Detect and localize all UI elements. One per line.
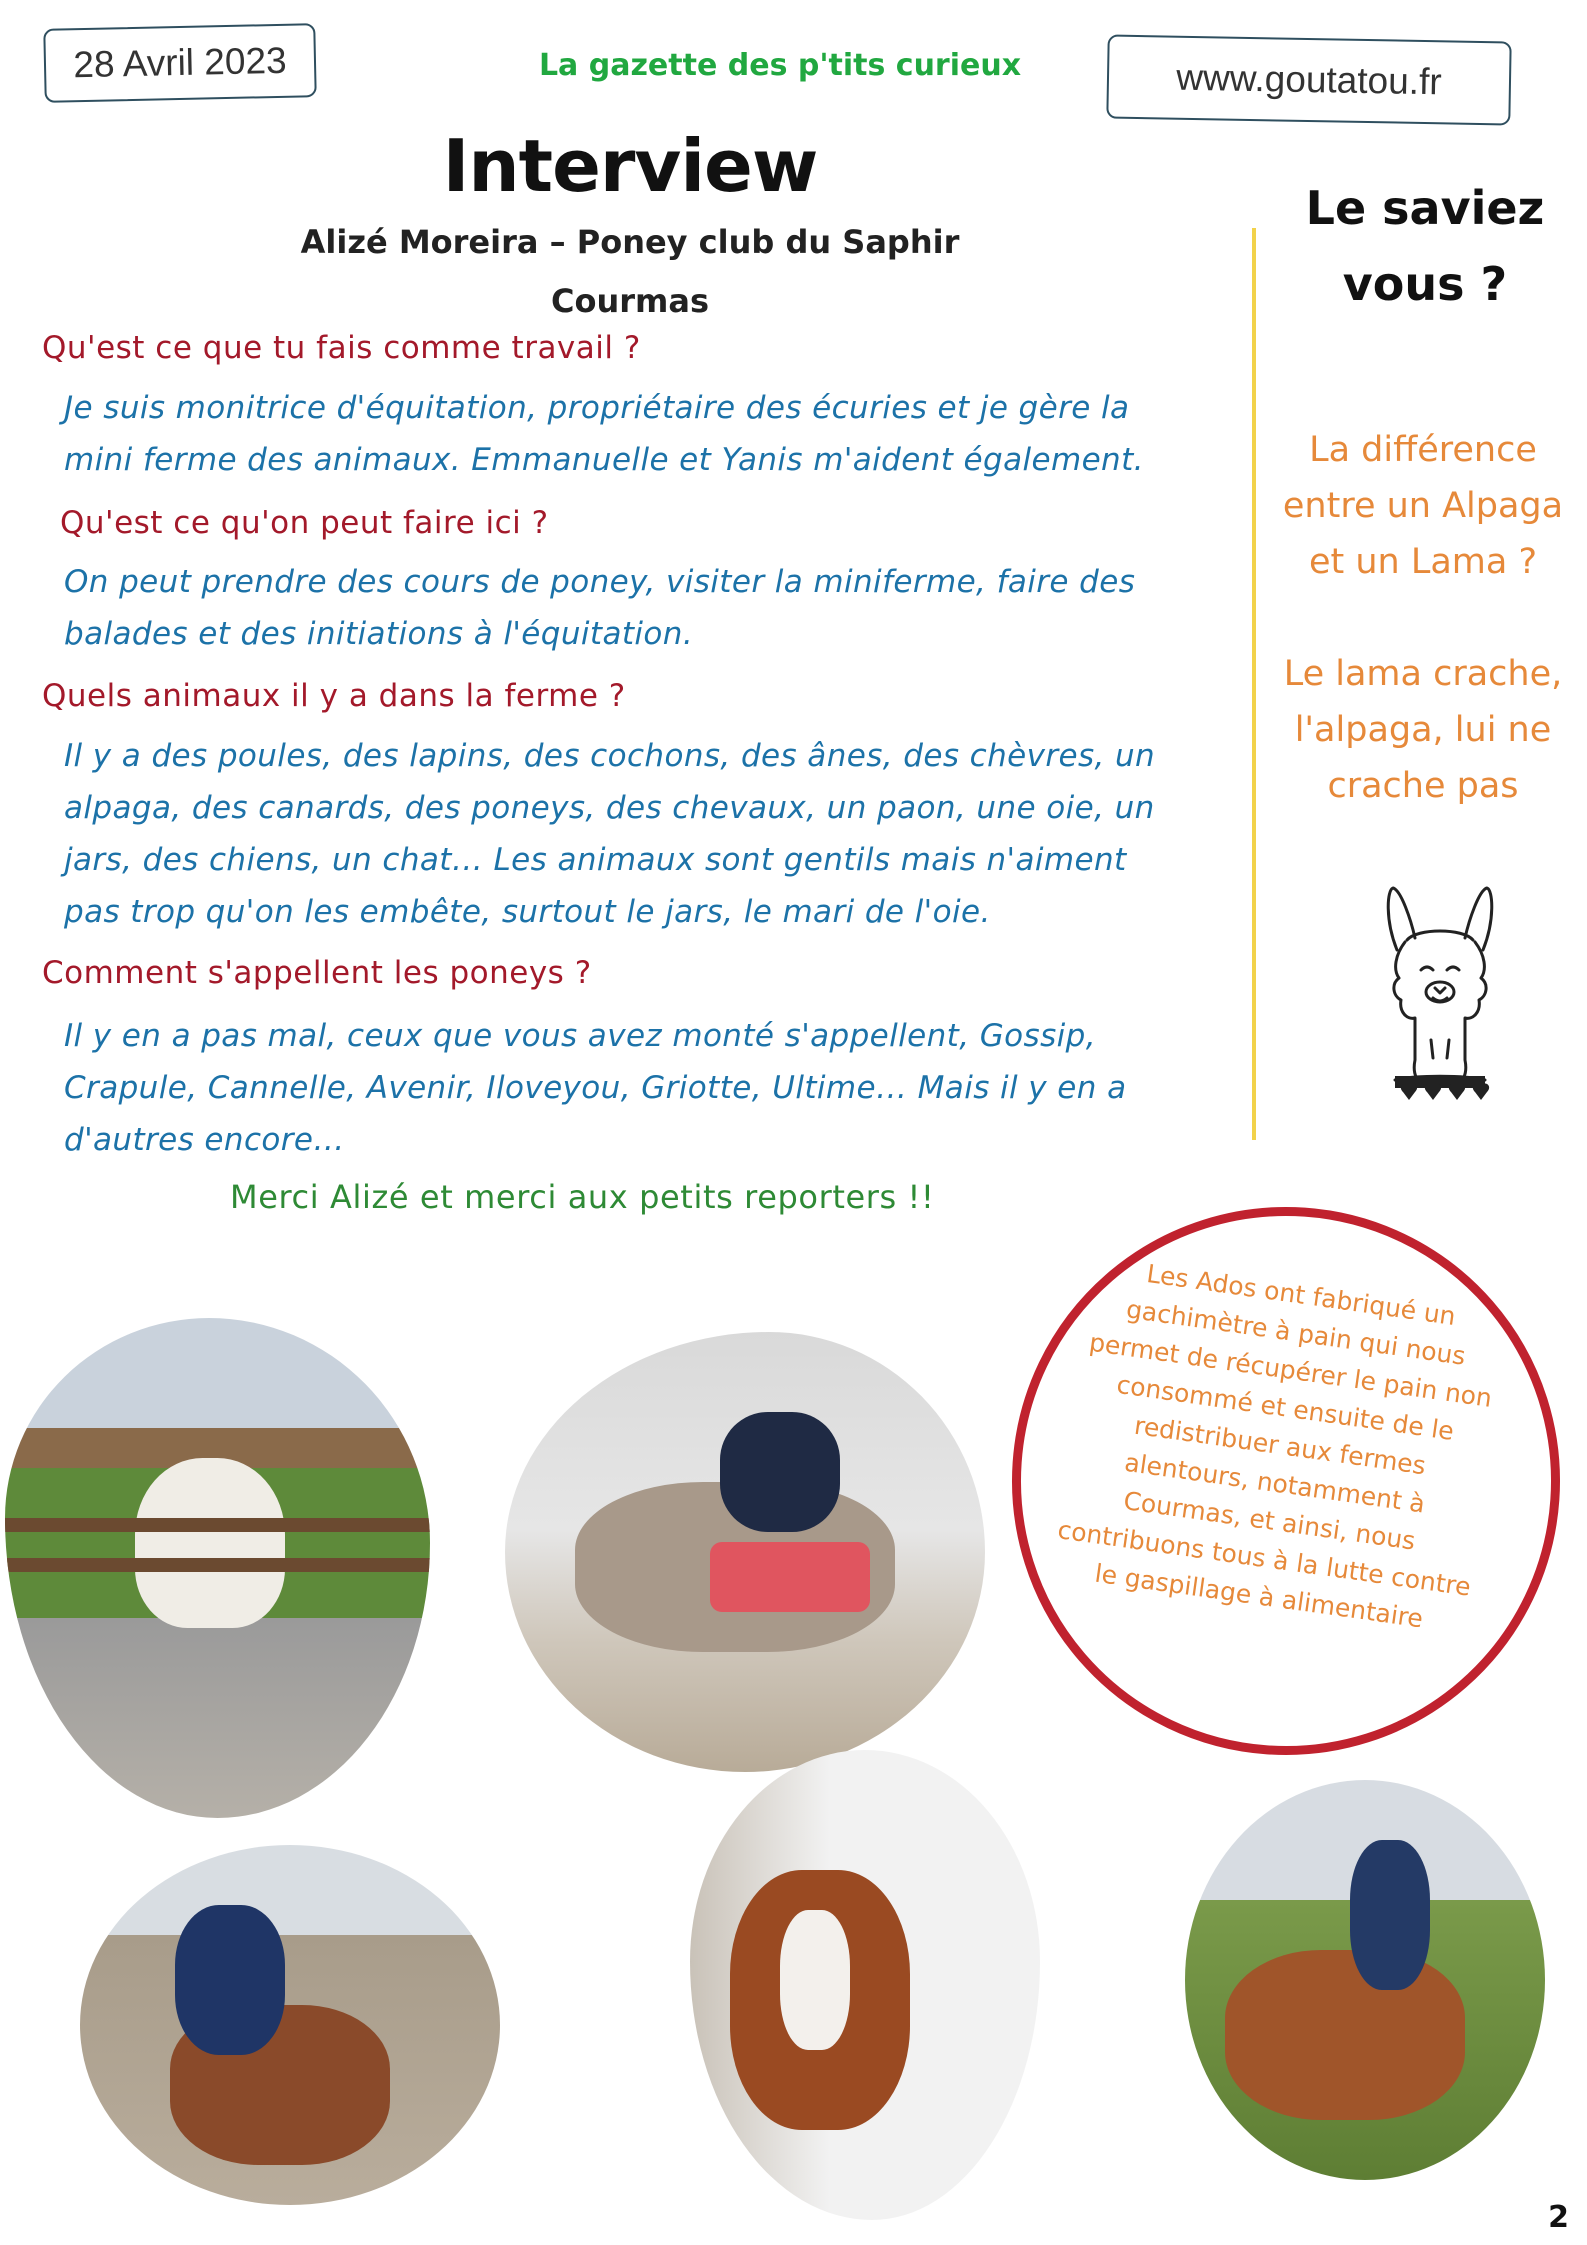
article-subtitle-place: Courmas — [550, 282, 709, 320]
page-number: 2 — [1548, 2200, 1569, 2235]
alpaca-shape — [135, 1458, 285, 1628]
photo-pony-ride — [505, 1332, 985, 1772]
answer-line: Il y a des poules, des lapins, des cochons, des ânes, des chèvres, un — [64, 738, 1156, 774]
child-shape — [720, 1412, 840, 1532]
question-2: Qu'est ce qu'on peut faire ici ? — [60, 505, 549, 541]
child-shape — [175, 1905, 285, 2055]
saddle-pad — [710, 1542, 870, 1612]
answer-line: Je suis monitrice d'équitation, propriétaire des écuries et je gère la — [64, 390, 1130, 426]
pony-blaze — [780, 1910, 850, 2050]
date-text: 28 Avril 2023 — [72, 39, 288, 86]
llama-icon — [1375, 880, 1505, 1110]
photo-child-pony — [80, 1845, 500, 2205]
answer-line: pas trop qu'on les embête, surtout le jars, le mari de l'oie. — [64, 894, 991, 930]
answer-3 — [64, 730, 1155, 938]
date-box — [43, 23, 316, 103]
question-4: Comment s'appellent les poneys ? — [42, 955, 592, 991]
answer-1 — [64, 382, 1144, 486]
article-title: Interview — [442, 124, 818, 208]
sidebar-title — [1290, 170, 1560, 322]
photo-pony-head — [690, 1750, 1040, 2220]
question-3: Quels animaux il y a dans la ferme ? — [42, 678, 626, 714]
circle-note: Les Ados ont fabriqué un gachimètre à pain qui nous permet de récupérer le pain non consommé et ensuite de le redistribuer aux fermes alentours, notamment à Courmas, et ainsi, nous contribuons tous à la lutte contre le gaspillage à alimentaire — [1055, 1258, 1494, 1634]
child-shape — [1350, 1840, 1430, 1990]
answer-line: mini ferme des animaux. Emmanuelle et Yanis m'aident également. — [64, 442, 1144, 478]
answer-2 — [64, 556, 1135, 660]
fence-rail — [5, 1558, 430, 1572]
website-link[interactable]: www.goutatou.fr — [1176, 56, 1443, 103]
article-subtitle: Alizé Moreira – Poney club du Saphir — [300, 223, 960, 261]
sidebar-question: La différence entre un Alpaga et un Lama ? — [1282, 430, 1564, 582]
answer-line: jars, des chiens, un chat… Les animaux sont gentils mais n'aiment — [64, 842, 1127, 878]
pony-shape — [1225, 1950, 1465, 2120]
website-box[interactable] — [1106, 34, 1511, 125]
answer-line: Il y en a pas mal, ceux que vous avez monté s'appellent, Gossip, — [64, 1018, 1096, 1054]
question-1: Qu'est ce que tu fais comme travail ? — [42, 330, 641, 366]
photo-alpaca — [5, 1318, 430, 1818]
answer-line: alpaga, des canards, des poneys, des chevaux, un paon, une oie, un — [64, 790, 1155, 826]
answer-line: balades et des initiations à l'équitation. — [64, 616, 694, 652]
sidebar-title-line: vous ? — [1342, 257, 1508, 311]
sidebar-title-line: Le saviez — [1305, 181, 1545, 235]
answer-line: Crapule, Cannelle, Avenir, Iloveyou, Griotte, Ultime… Mais il y en a — [64, 1070, 1127, 1106]
sidebar-answer: Le lama crache, l'alpaga, lui ne crache pas — [1283, 654, 1563, 806]
fence-rail — [5, 1518, 430, 1532]
answer-line: d'autres encore… — [64, 1122, 345, 1158]
answer-line: On peut prendre des cours de poney, visiter la miniferme, faire des — [64, 564, 1136, 600]
sidebar-divider — [1252, 228, 1256, 1140]
thanks-message: Merci Alizé et merci aux petits reporters !! — [230, 1178, 935, 1216]
answer-4 — [64, 1010, 1126, 1166]
photo-field-pony — [1185, 1780, 1545, 2180]
gazette-title: La gazette des p'tits curieux — [538, 48, 1022, 83]
